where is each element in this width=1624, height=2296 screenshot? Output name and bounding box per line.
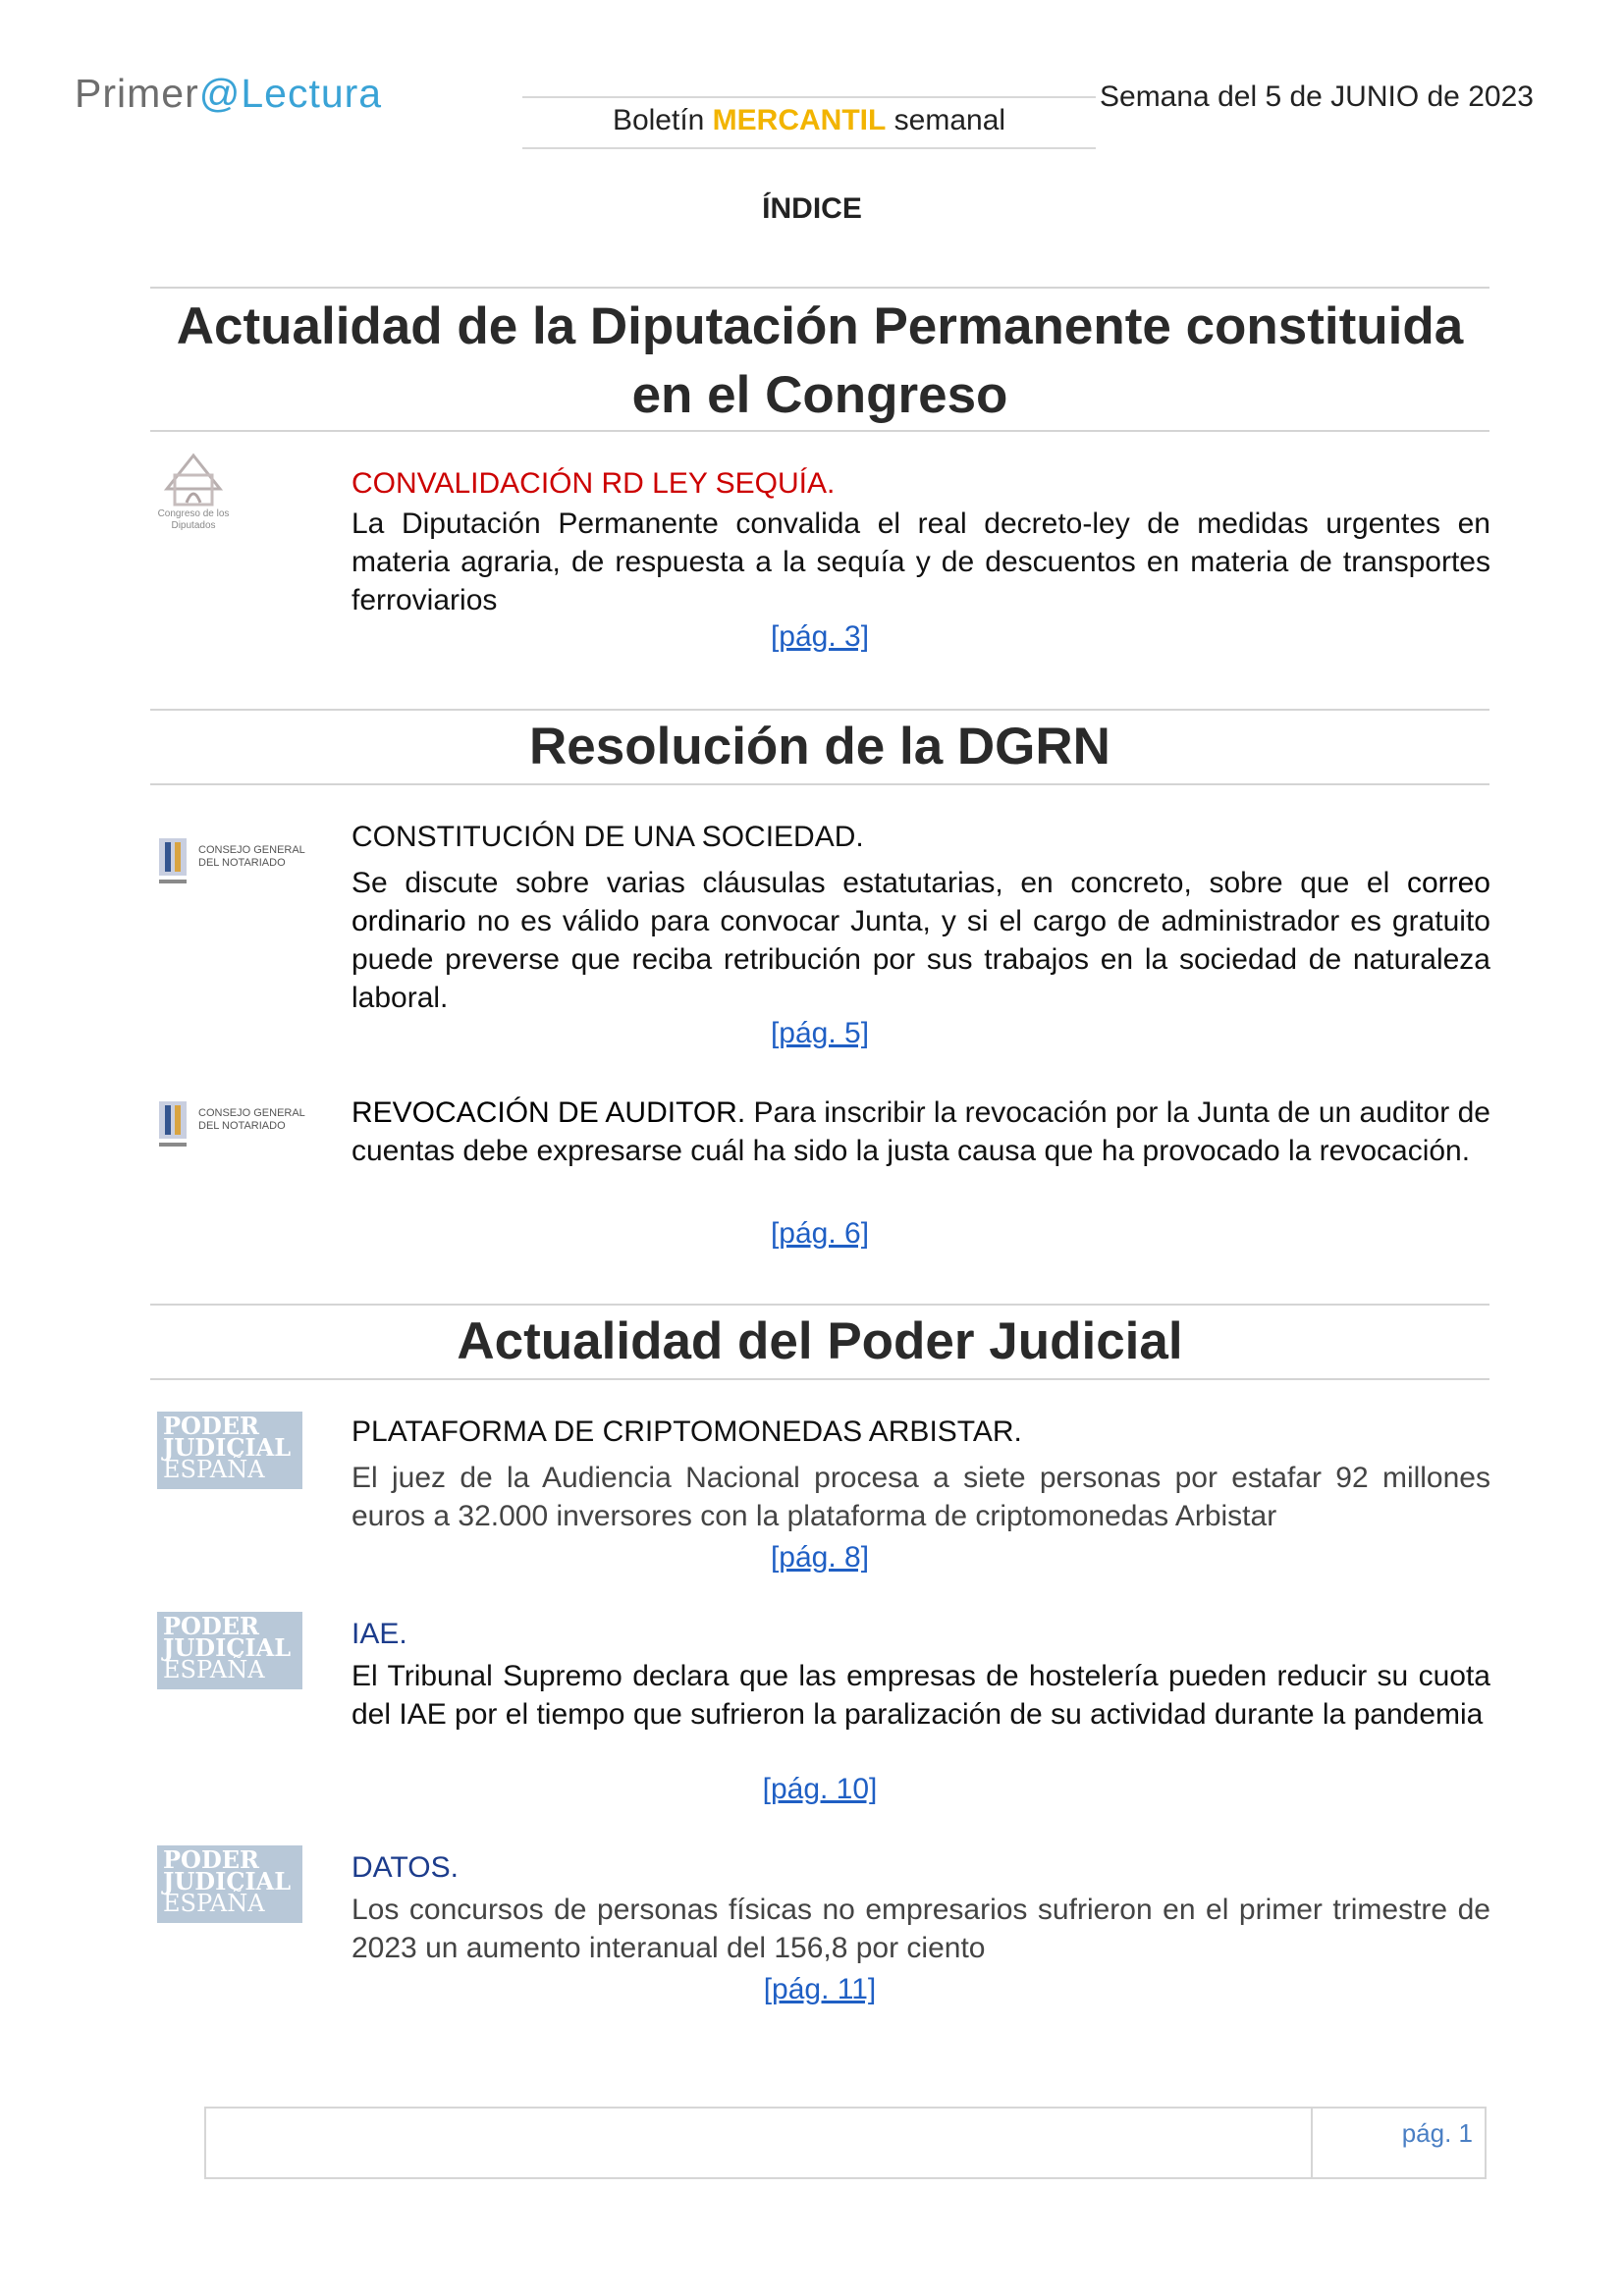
page-link[interactable]: [pág. 8] bbox=[770, 1541, 870, 1574]
item-title: REVOCACIÓN DE AUDITOR. bbox=[352, 1096, 746, 1129]
notariado-logo: CONSEJO GENERAL DEL NOTARIADO bbox=[157, 1095, 314, 1164]
section-divider bbox=[150, 287, 1489, 289]
item-summary: El Tribunal Supremo declara que las empresas de hostelería pueden reducir su cuota del IAE por el tiempo que sufrieron la paralización de su actividad durante la pandemia bbox=[352, 1660, 1490, 1731]
footer-box bbox=[204, 2107, 1487, 2179]
item-summary: El juez de la Audiencia Nacional procesa a siete personas por estafar 92 millones euros a 32.000 inversores con la plataforma de criptomonedas Arbistar bbox=[352, 1462, 1490, 1532]
item-summary: Los concursos de personas físicas no empresarios sufrieron en el primer trimestre de 2023 un aumento interanual del 156,8 por ciento bbox=[352, 1894, 1490, 1964]
notariado-seal-icon bbox=[157, 832, 189, 889]
item-title: CONVALIDACIÓN RD LEY SEQUÍA. bbox=[352, 467, 836, 500]
section-title: Actualidad de la Diputación Permanente constituida en el Congreso bbox=[176, 297, 1464, 424]
page-link[interactable]: [pág. 6] bbox=[770, 1217, 870, 1250]
poder-judicial-logo: PODER JUDICIAL ESPAÑA bbox=[157, 1845, 302, 1923]
page-link[interactable]: [pág. 3] bbox=[770, 620, 870, 653]
section-divider bbox=[150, 430, 1489, 432]
bulletin-title: Boletín MERCANTIL semanal bbox=[612, 104, 1006, 136]
poder-judicial-logo: PODER JUDICIAL ESPAÑA bbox=[157, 1412, 302, 1489]
section-divider bbox=[150, 783, 1489, 785]
section-divider bbox=[150, 1378, 1489, 1380]
footer-divider bbox=[1311, 2107, 1313, 2179]
notariado-seal-icon bbox=[157, 1095, 189, 1152]
section-divider bbox=[150, 709, 1489, 711]
item-title: PLATAFORMA DE CRIPTOMONEDAS ARBISTAR. bbox=[352, 1415, 1022, 1448]
notariado-logo: CONSEJO GENERAL DEL NOTARIADO bbox=[157, 832, 314, 901]
week-label: Semana del 5 de JUNIO de 2023 bbox=[1100, 80, 1534, 113]
item-summary: REVOCACIÓN DE AUDITOR. Para inscribir la revocación por la Junta de un auditor de cuentas debe expresarse cuál ha sido la justa causa que ha provocado la revocación. bbox=[352, 1096, 1490, 1167]
section-divider bbox=[150, 1304, 1489, 1306]
page-number: pág. 1 bbox=[1401, 2118, 1473, 2148]
section-title: Actualidad del Poder Judicial bbox=[457, 1312, 1183, 1370]
congreso-logo bbox=[157, 450, 230, 542]
index-title: ÍNDICE bbox=[762, 192, 862, 225]
poder-judicial-logo: PODER JUDICIAL ESPAÑA bbox=[157, 1612, 302, 1689]
item-summary: Se discute sobre varias cláusulas estatutarias, en concreto, sobre que el correo ordinario no es válido para convocar Junta, y si el cargo de administrador es gratuito puede preverse que reciba retribución por sus trabajos en la sociedad de naturaleza laboral. bbox=[352, 867, 1490, 1014]
item-title: CONSTITUCIÓN DE UNA SOCIEDAD. bbox=[352, 821, 864, 853]
congreso-logo-text: Congreso de los Diputados bbox=[157, 508, 230, 531]
item-title: DATOS. bbox=[352, 1851, 459, 1884]
page-link[interactable]: [pág. 11] bbox=[763, 1973, 877, 2005]
item-title: IAE. bbox=[352, 1618, 407, 1650]
page-link[interactable]: [pág. 5] bbox=[770, 1017, 870, 1049]
section-title: Resolución de la DGRN bbox=[529, 718, 1110, 775]
primera-lectura-logo: Primer@Lectura bbox=[75, 71, 383, 116]
page-link[interactable]: [pág. 10] bbox=[762, 1773, 878, 1805]
item-emphasis: correo ordinario bbox=[352, 867, 1490, 937]
item-summary: La Diputación Permanente convalida el real decreto-ley de medidas urgentes en materia agraria, de respuesta a la sequía y de descuentos en materia de transportes ferroviarios bbox=[352, 507, 1490, 616]
